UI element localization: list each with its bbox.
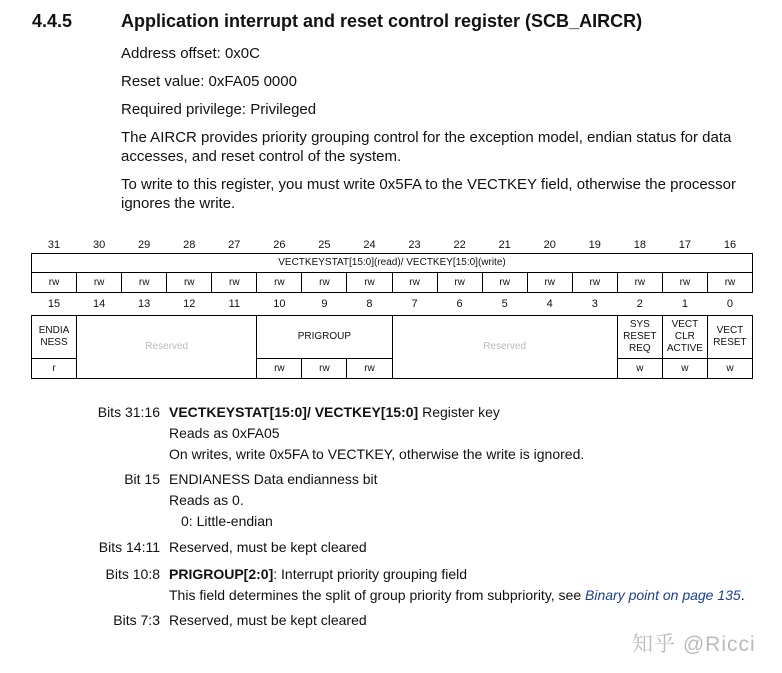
reserved-field-7-3: Reserved: [392, 316, 617, 379]
bit-number: 28: [183, 238, 196, 251]
high-access-row: [32, 273, 753, 293]
low-field-row: [32, 316, 753, 359]
field-title: Register key: [418, 404, 500, 420]
access-cell: rw: [662, 273, 707, 293]
access-cell: rw: [32, 273, 77, 293]
access-cell: rw: [707, 273, 752, 293]
access-cell: w: [662, 359, 707, 379]
access-cell: rw: [257, 359, 302, 379]
access-cell: rw: [212, 273, 257, 293]
bit-label: Bits 31:16: [97, 404, 160, 420]
bit-number: 8: [366, 298, 373, 310]
bit-number: 11: [228, 298, 240, 310]
address-offset: Address offset: 0x0C: [121, 45, 260, 62]
register-diagram: [31, 236, 753, 379]
access-cell: w: [617, 359, 662, 379]
bit-number: 15: [47, 298, 61, 310]
bit-number: 6: [456, 298, 463, 310]
binary-point-link[interactable]: Binary point on page 135: [585, 587, 741, 603]
bit-line: On writes, write 0x5FA to VECTKEY, otherwise the write is ignored.: [169, 446, 585, 462]
access-cell: r: [32, 359, 77, 379]
bit-label: Bits 10:8: [105, 566, 160, 582]
field-title: Reserved, must be kept cleared: [169, 612, 367, 628]
write-note: To write to this register, you must write 0x5FA to the VECTKEY field, otherwise the processor ignores the write.: [121, 176, 736, 212]
field-title: Reserved, must be kept cleared: [169, 539, 367, 555]
bit-number: 22: [453, 238, 466, 251]
access-cell: rw: [347, 273, 392, 293]
bit-number: 17: [678, 238, 692, 251]
sysresetreq-field: SYS RESET REQ: [617, 316, 662, 359]
prigroup-field: PRIGROUP: [257, 316, 392, 359]
bit-label: Bit 15: [124, 471, 160, 487]
bit-label: Bits 7:3: [113, 612, 160, 628]
bit-number: 31: [47, 238, 61, 251]
access-cell: rw: [617, 273, 662, 293]
low-bit-numbers: [32, 293, 753, 316]
bit-number: 4: [546, 298, 553, 310]
bit-number: 1: [681, 298, 688, 310]
reserved-field-14-11: Reserved: [77, 316, 257, 379]
bit-number: 2: [636, 298, 643, 310]
bit-number: 12: [183, 298, 196, 310]
bit-line: Reads as 0xFA05: [169, 425, 280, 441]
access-cell: rw: [572, 273, 617, 293]
bit-number: 23: [408, 238, 421, 251]
endianess-field: ENDIA NESS: [32, 316, 77, 359]
bit-number: 13: [138, 298, 151, 310]
access-cell: rw: [77, 273, 122, 293]
bit-number: 20: [543, 238, 556, 251]
bit-line: [169, 587, 745, 603]
bit-number: 19: [588, 238, 601, 251]
section-number: 4.4.5: [32, 11, 73, 31]
bit-number: 3: [591, 298, 598, 310]
bit-label: Bits 14:11: [98, 539, 160, 555]
bit-number: 30: [92, 238, 106, 251]
required-privilege: Required privilege: Privileged: [121, 101, 317, 118]
access-cell: rw: [122, 273, 167, 293]
bit-heading: [169, 404, 500, 420]
access-cell: rw: [167, 273, 212, 293]
section-title: Application interrupt and reset control register (SCB_AIRCR): [121, 11, 643, 31]
bit-number: 27: [228, 238, 241, 251]
access-cell: rw: [437, 273, 482, 293]
access-cell: w: [707, 359, 752, 379]
link-suffix: .: [740, 587, 745, 603]
access-cell: rw: [347, 359, 392, 379]
access-cell: rw: [257, 273, 302, 293]
access-cell: rw: [527, 273, 572, 293]
high-field-row: [32, 254, 753, 273]
access-cell: rw: [302, 273, 347, 293]
access-cell: rw: [392, 273, 437, 293]
bit-number: 9: [321, 298, 328, 310]
field-name: PRIGROUP[2:0]: [169, 566, 274, 582]
vectclractive-field: VECT CLR ACTIVE: [662, 316, 707, 359]
access-cell: rw: [482, 273, 527, 293]
bit-number: 18: [633, 238, 646, 251]
vectreset-field: VECT RESET: [707, 316, 752, 359]
bit-number: 25: [318, 238, 331, 251]
bit-number: 29: [138, 238, 151, 251]
reset-value: Reset value: 0xFA05 0000: [121, 73, 297, 90]
bit-line: 0: Little-endian: [181, 513, 273, 529]
bit-line-text: This field determines the split of group priority from subpriority, see: [169, 587, 586, 603]
bit-number: 21: [498, 238, 511, 251]
bit-number: 10: [273, 298, 286, 310]
vectkey-field: VECTKEYSTAT[15:0](read)/ VECTKEY[15:0](write): [32, 254, 753, 273]
register-description: The AIRCR provides priority grouping control for the exception model, endian status for data accesses, and reset control of the system.: [121, 129, 732, 165]
bit-number: 7: [411, 298, 418, 310]
field-title: ENDIANESS Data endianness bit: [169, 471, 378, 487]
bit-number: 26: [273, 238, 286, 251]
field-title: : Interrupt priority grouping field: [273, 566, 467, 582]
bit-line: Reads as 0.: [169, 492, 244, 508]
bit-number: 14: [92, 298, 106, 310]
bit-number: 24: [363, 238, 376, 251]
access-cell: rw: [302, 359, 347, 379]
field-name: VECTKEYSTAT[15:0]/ VECTKEY[15:0]: [169, 404, 419, 420]
bit-number: 5: [501, 298, 508, 310]
bit-number: 16: [723, 238, 737, 251]
bit-number: 0: [726, 298, 734, 310]
watermark: 知乎 @Ricci: [632, 633, 756, 656]
high-bit-numbers: [32, 236, 753, 254]
bit-heading: [169, 566, 467, 582]
